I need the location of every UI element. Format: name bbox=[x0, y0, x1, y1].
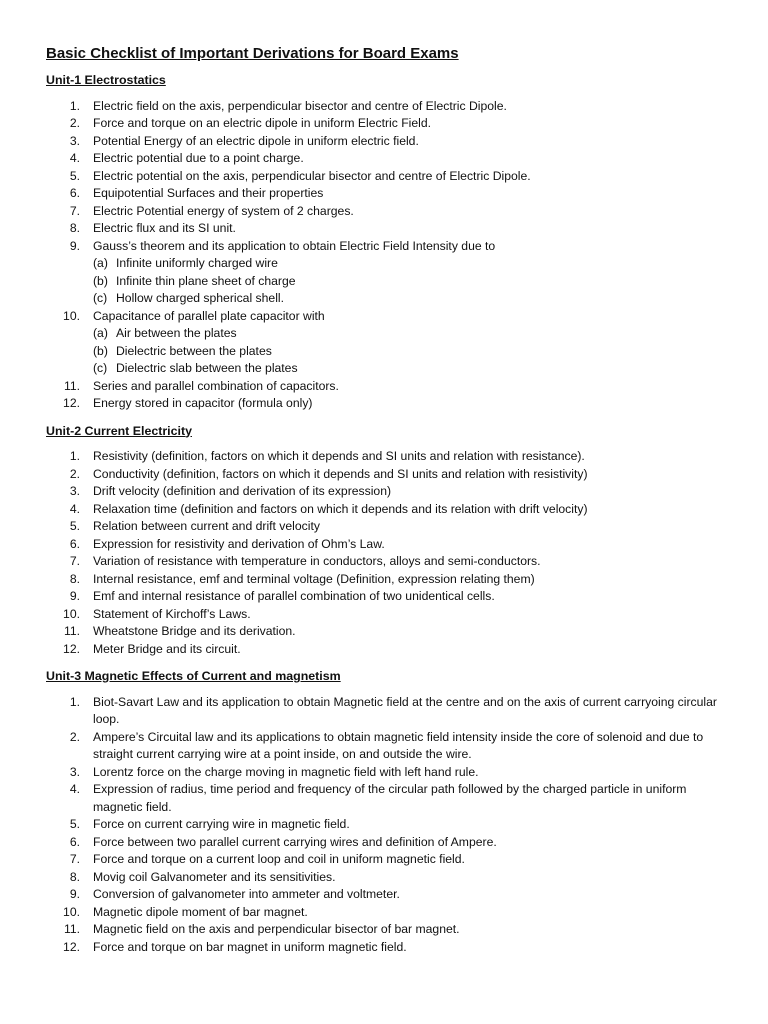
item-number: 7. bbox=[69, 554, 80, 568]
unit-heading: Unit-1 Electrostatics bbox=[46, 73, 166, 87]
item-text: Series and parallel combination of capacitors. bbox=[93, 378, 339, 393]
list-item bbox=[46, 851, 728, 869]
item-text: Expression of radius, time period and frequency of the circular path followed by the charged particle in uniform magnetic field. bbox=[93, 782, 687, 814]
list-item bbox=[46, 133, 728, 151]
list-item bbox=[46, 220, 728, 238]
sub-list-item bbox=[93, 273, 728, 291]
item-text: Electric Potential energy of system of 2 charges. bbox=[93, 203, 354, 218]
sub-item-label: (c) bbox=[93, 361, 108, 375]
item-number: 9. bbox=[69, 887, 80, 901]
item-text: Ampere’s Circuital law and its applications to obtain magnetic field intensity inside the core of solenoid and due to straight current carrying wire at a point inside, on and outside the wire. bbox=[93, 729, 704, 761]
item-number: 10. bbox=[63, 308, 80, 323]
item-text: Drift velocity (definition and derivation of its expression) bbox=[93, 484, 392, 498]
sub-item-label: (c) bbox=[93, 291, 108, 305]
unit-heading: Unit-3 Magnetic Effects of Current and magnetism bbox=[46, 669, 341, 683]
item-number: 1. bbox=[69, 449, 80, 463]
list-item bbox=[46, 606, 728, 624]
item-text: Lorentz force on the charge moving in magnetic field with left hand rule. bbox=[93, 764, 479, 779]
list-item bbox=[46, 571, 728, 589]
item-number: 5. bbox=[69, 168, 80, 183]
list-item bbox=[46, 904, 728, 922]
item-text: Biot-Savart Law and its application to obtain Magnetic field at the centre and on the axis of current carryoing circular loop. bbox=[93, 694, 717, 726]
list-item bbox=[46, 781, 728, 816]
list-item bbox=[46, 536, 728, 554]
sub-list-item bbox=[93, 290, 728, 308]
list-item bbox=[46, 518, 728, 536]
sub-item-text: Infinite uniformly charged wire bbox=[116, 256, 278, 270]
list-item bbox=[46, 886, 728, 904]
item-number: 5. bbox=[69, 817, 80, 831]
item-text: Resistivity (definition, factors on which it depends and SI units and relation with resistance). bbox=[93, 449, 585, 463]
item-text: Force between two parallel current carrying wires and definition of Ampere. bbox=[93, 834, 497, 849]
item-number: 6. bbox=[69, 834, 80, 849]
sub-item-label: (b) bbox=[93, 273, 108, 288]
sub-list-item bbox=[93, 343, 728, 361]
item-number: 1. bbox=[69, 694, 80, 709]
item-number: 1. bbox=[69, 98, 80, 113]
item-number: 4. bbox=[69, 151, 80, 165]
list-item bbox=[46, 168, 728, 186]
item-text: Magnetic field on the axis and perpendicular bisector of bar magnet. bbox=[93, 922, 460, 936]
unit-heading: Unit-2 Current Electricity bbox=[46, 423, 192, 438]
item-text: Gauss’s theorem and its application to obtain Electric Field Intensity due to bbox=[93, 238, 496, 253]
sub-item-text: Infinite thin plane sheet of charge bbox=[116, 273, 296, 288]
list-item bbox=[46, 939, 728, 957]
item-number: 11. bbox=[63, 922, 80, 936]
item-number: 12. bbox=[63, 641, 80, 656]
item-number: 6. bbox=[69, 536, 80, 551]
list-item bbox=[46, 869, 728, 887]
unit-section-current-electricity bbox=[46, 423, 728, 659]
list-item bbox=[46, 623, 728, 641]
item-text: Force and torque on a current loop and coil in uniform magnetic field. bbox=[93, 852, 465, 866]
list-item bbox=[46, 483, 728, 501]
list-item bbox=[46, 729, 728, 764]
item-text: Magnetic dipole moment of bar magnet. bbox=[93, 904, 308, 919]
sub-item-list bbox=[93, 325, 728, 378]
item-number: 12. bbox=[63, 939, 80, 954]
derivation-list bbox=[46, 98, 728, 413]
item-text: Electric potential on the axis, perpendicular bisector and centre of Electric Dipole. bbox=[93, 168, 531, 183]
list-item bbox=[46, 98, 728, 116]
sub-list-item bbox=[93, 360, 728, 378]
list-item bbox=[46, 308, 728, 378]
list-item bbox=[46, 238, 728, 308]
item-text: Force and torque on an electric dipole in uniform Electric Field. bbox=[93, 116, 432, 130]
document-title: Basic Checklist of Important Derivations for Board Exams bbox=[46, 45, 459, 62]
item-number: 2. bbox=[69, 116, 80, 130]
item-number: 4. bbox=[69, 501, 80, 516]
item-number: 11. bbox=[63, 378, 80, 393]
item-number: 10. bbox=[63, 606, 80, 621]
sub-item-text: Air between the plates bbox=[116, 326, 237, 340]
derivation-list bbox=[46, 448, 728, 658]
unit-section-electrostatics bbox=[46, 72, 728, 413]
item-text: Relaxation time (definition and factors on which it depends and its relation with drift velocity) bbox=[93, 501, 588, 516]
list-item bbox=[46, 641, 728, 659]
list-item bbox=[46, 203, 728, 221]
item-number: 8. bbox=[69, 869, 80, 884]
item-number: 9. bbox=[69, 238, 80, 253]
sub-list-item bbox=[93, 325, 728, 343]
item-text: Statement of Kirchoff’s Laws. bbox=[93, 606, 251, 621]
item-text: Equipotential Surfaces and their properties bbox=[93, 186, 324, 200]
item-number: 7. bbox=[69, 203, 80, 218]
list-item bbox=[46, 501, 728, 519]
item-text: Movig coil Galvanometer and its sensitivities. bbox=[93, 869, 336, 884]
item-number: 12. bbox=[63, 396, 80, 410]
list-item bbox=[46, 921, 728, 939]
item-text: Force and torque on bar magnet in uniform magnetic field. bbox=[93, 939, 407, 954]
item-text: Force on current carrying wire in magnetic field. bbox=[93, 817, 350, 831]
item-text: Capacitance of parallel plate capacitor with bbox=[93, 308, 325, 323]
derivation-list bbox=[46, 694, 728, 957]
list-item bbox=[46, 448, 728, 466]
item-number: 9. bbox=[69, 589, 80, 603]
sub-list-item bbox=[93, 255, 728, 273]
sub-item-label: (a) bbox=[93, 256, 108, 270]
item-number: 7. bbox=[69, 852, 80, 866]
sub-item-text: Dielectric between the plates bbox=[116, 343, 272, 358]
item-number: 6. bbox=[69, 186, 80, 200]
item-number: 3. bbox=[69, 764, 80, 779]
item-number: 4. bbox=[69, 782, 80, 796]
list-item bbox=[46, 185, 728, 203]
item-text: Potential Energy of an electric dipole in uniform electric field. bbox=[93, 133, 419, 148]
item-text: Internal resistance, emf and terminal voltage (Definition, expression relating them) bbox=[93, 571, 535, 586]
item-number: 8. bbox=[69, 221, 80, 235]
item-text: Wheatstone Bridge and its derivation. bbox=[93, 624, 296, 638]
item-number: 10. bbox=[63, 904, 80, 919]
sub-item-label: (a) bbox=[93, 326, 108, 340]
list-item bbox=[46, 816, 728, 834]
sub-item-list bbox=[93, 255, 728, 308]
item-text: Conversion of galvanometer into ammeter and voltmeter. bbox=[93, 887, 400, 901]
sub-item-label: (b) bbox=[93, 343, 108, 358]
list-item bbox=[46, 553, 728, 571]
list-item bbox=[46, 588, 728, 606]
list-item bbox=[46, 466, 728, 484]
item-number: 11. bbox=[63, 624, 80, 638]
item-number: 3. bbox=[69, 133, 80, 148]
sub-item-text: Dielectric slab between the plates bbox=[116, 361, 298, 375]
item-number: 8. bbox=[69, 571, 80, 586]
item-text: Relation between current and drift velocity bbox=[93, 519, 320, 533]
list-item bbox=[46, 764, 728, 782]
item-text: Meter Bridge and its circuit. bbox=[93, 641, 241, 656]
item-text: Electric field on the axis, perpendicular bisector and centre of Electric Dipole. bbox=[93, 98, 507, 113]
list-item bbox=[46, 694, 728, 729]
sub-item-text: Hollow charged spherical shell. bbox=[116, 291, 285, 305]
item-number: 2. bbox=[69, 729, 80, 744]
unit-section-magnetic-effects bbox=[46, 668, 728, 956]
item-text: Energy stored in capacitor (formula only) bbox=[93, 396, 313, 410]
item-number: 3. bbox=[69, 484, 80, 498]
item-text: Emf and internal resistance of parallel combination of two unidentical cells. bbox=[93, 589, 495, 603]
item-text: Electric flux and its SI unit. bbox=[93, 221, 236, 235]
list-item bbox=[46, 115, 728, 133]
list-item bbox=[46, 834, 728, 852]
item-text: Conductivity (definition, factors on which it depends and SI units and relation with resistivity) bbox=[93, 466, 588, 481]
list-item bbox=[46, 395, 728, 413]
list-item bbox=[46, 150, 728, 168]
item-number: 5. bbox=[69, 519, 80, 533]
item-text: Expression for resistivity and derivation of Ohm’s Law. bbox=[93, 536, 385, 551]
item-number: 2. bbox=[69, 466, 80, 481]
item-text: Variation of resistance with temperature in conductors, alloys and semi-conductors. bbox=[93, 554, 541, 568]
list-item bbox=[46, 378, 728, 396]
item-text: Electric potential due to a point charge. bbox=[93, 151, 304, 165]
